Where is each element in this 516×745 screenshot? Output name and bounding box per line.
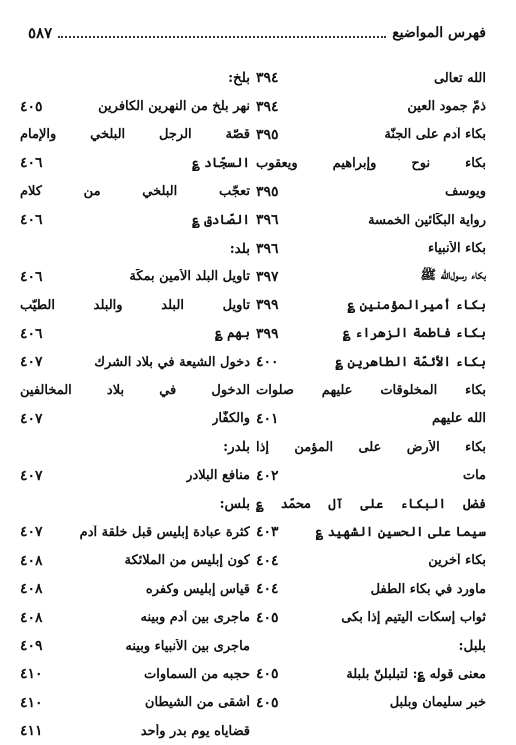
index-entry <box>20 206 250 234</box>
entry-text: رواية البكّائين الخمسة <box>368 212 486 228</box>
index-entry <box>20 348 250 376</box>
index-entry <box>256 575 486 603</box>
entry-text: حجبه من السماوات <box>143 666 250 682</box>
index-entry <box>20 263 250 291</box>
entry-page-number: ٤٠٨ <box>20 552 43 569</box>
index-heading <box>20 433 250 461</box>
index-entry <box>20 92 250 120</box>
entry-text: ثواب إسكات اليتيم إذا بكى <box>341 610 486 626</box>
entry-page-number: ٣٩٩ <box>256 297 279 314</box>
entry-page-number: ٤٠٤ <box>256 581 279 598</box>
entry-page-number: ٤٠٧ <box>20 467 43 484</box>
entry-text: الله عليهم <box>432 411 486 427</box>
index-column-right <box>256 64 486 717</box>
index-entry <box>20 320 250 348</box>
entry-text: تعجّب البلخي من كلام <box>20 184 250 200</box>
entry-page-number: ٣٩٥ <box>256 126 279 143</box>
index-entry <box>256 461 486 489</box>
entry-page-number: ٤٠٧ <box>20 354 43 371</box>
index-entry <box>20 689 250 717</box>
index-heading <box>20 490 250 518</box>
entry-page-number: ٣٩٧ <box>256 268 279 285</box>
entry-text: بكاء آخرين <box>428 553 486 569</box>
entry-text: بكاء الأرض على المؤمن إذا <box>256 439 486 455</box>
entry-page-number: ٤١٠ <box>20 694 43 711</box>
entry-page-number: ٤٠٥ <box>256 666 279 683</box>
entry-text: منافع البلادر <box>186 468 250 484</box>
index-entry <box>256 518 486 546</box>
entry-text: بكاء رسول‌الله ﷺ <box>420 268 486 284</box>
index-heading <box>256 632 486 660</box>
entry-page-number: ٣٩٥ <box>256 183 279 200</box>
entry-text: بلد: <box>229 240 250 257</box>
entry-text: بكاء فاطمة الزهراء ؏ <box>342 326 486 342</box>
entry-text: ماورد في بكاء الطفل <box>370 581 486 597</box>
entry-text: دخول الشيعة في بلاد الشرك <box>94 354 250 370</box>
entry-text: والكفّار <box>212 411 250 427</box>
index-entry <box>20 178 250 206</box>
index-entry <box>256 689 486 717</box>
entry-page-number: ٤٠٢ <box>256 467 279 484</box>
index-entry <box>20 461 250 489</box>
index-entry <box>20 717 250 745</box>
entry-page-number: ٤٠٦ <box>20 268 43 285</box>
entry-page-number: ٤٠٧ <box>20 524 43 541</box>
entry-text: بكاء نوح وإبراهيم ويعقوب <box>256 155 486 171</box>
entry-page-number: ٤٠٥ <box>256 694 279 711</box>
entry-text: تأويل البلد الأمين بمكّة <box>129 269 250 285</box>
index-entry <box>20 575 250 603</box>
index-entry <box>256 263 486 291</box>
index-entry <box>256 433 486 461</box>
entry-page-number: ٤٠٣ <box>256 524 279 541</box>
index-heading <box>20 234 250 262</box>
entry-text: قياس إبليس وكفره <box>145 581 250 597</box>
index-column-left <box>20 64 250 745</box>
index-entry <box>256 405 486 433</box>
index-heading <box>20 64 250 92</box>
index-entry <box>20 121 250 149</box>
index-entry <box>256 92 486 120</box>
entry-text: الله تعالى <box>433 70 486 86</box>
entry-text: أشقى من الشيطان <box>144 695 250 711</box>
entry-page-number: ٣٩٩ <box>256 325 279 342</box>
entry-text: خبر سليمان وبلبل <box>389 695 486 711</box>
leader-dots <box>58 28 386 38</box>
entry-text: الصّادق ؏ <box>192 212 250 228</box>
index-entry <box>256 660 486 688</box>
index-entry <box>20 547 250 575</box>
index-entry <box>256 603 486 631</box>
entry-text: كون إبليس من الملائكة <box>124 553 250 569</box>
entry-text: بكاء الأنبياء <box>428 241 486 257</box>
entry-text: الدخول في بلاد المخالفين <box>20 382 250 398</box>
entry-text: بكاء آدم على الجنّة <box>384 127 486 143</box>
index-entry <box>20 660 250 688</box>
entry-page-number: ٤٠٠ <box>256 354 279 371</box>
index-entry <box>256 490 486 518</box>
entry-page-number: ٤٠٥ <box>20 98 43 115</box>
index-entry <box>20 518 250 546</box>
index-entry <box>256 64 486 92</box>
entry-text: معنى قوله ؏: لتبلبلنّ بلبلة <box>346 666 486 682</box>
entry-text: تأويل البلد والبلد الطيّب <box>20 297 250 313</box>
entry-text: بلخ: <box>228 70 250 87</box>
index-entry <box>20 291 250 319</box>
page-number: ٥٨٧ <box>28 24 53 42</box>
entry-text: بلدر: <box>223 439 250 456</box>
entry-text: فضل البكاء على آل محمّد ؏ <box>256 496 486 512</box>
index-entry <box>256 121 486 149</box>
entry-page-number: ٤٠٤ <box>256 552 279 569</box>
entry-text: بكاء الأئمّة الطاهرين ؏ <box>335 354 486 370</box>
entry-text: ماجرى بين الأنبياء وبينه <box>125 638 250 654</box>
index-entry <box>256 234 486 262</box>
entry-text: قصّة الرجل البلخي والإمام <box>20 127 250 143</box>
index-entry <box>256 206 486 234</box>
page-header <box>28 22 486 44</box>
entry-text: نهر بلخ من النهرين الكافرين <box>98 99 250 115</box>
index-entry <box>20 376 250 404</box>
entry-page-number: ٤٠٧ <box>20 410 43 427</box>
running-title: فهرس المواضيع <box>392 25 486 41</box>
entry-page-number: ٣٩٦ <box>256 240 279 257</box>
index-entry <box>20 603 250 631</box>
entry-text: السجّاد ؏ <box>192 155 250 171</box>
entry-text: ماجرى بين آدم وبينه <box>140 610 250 626</box>
entry-page-number: ٤٠٩ <box>20 638 43 654</box>
entry-text: بكاء المخلوقات عليهم صلوات <box>256 382 486 398</box>
entry-text: ذمّ جمود العين <box>407 99 486 115</box>
index-entry <box>256 149 486 177</box>
entry-text: قضاياه يوم بدر وأُحد <box>140 723 250 739</box>
entry-page-number: ٤٠٨ <box>20 581 43 598</box>
index-entry <box>20 405 250 433</box>
entry-text: بكاء أميرالمؤمنين ؏ <box>347 297 486 313</box>
entry-text: كثرة عبادة إبليس قبل خلقة آدم <box>79 524 250 540</box>
index-entry <box>20 632 250 660</box>
index-entry <box>256 348 486 376</box>
entry-page-number: ٣٩٦ <box>256 212 279 229</box>
entry-page-number: ٤١٠ <box>20 666 43 683</box>
index-entry <box>256 547 486 575</box>
entry-page-number: ٤١١ <box>20 723 43 740</box>
entry-text: سيما على الحسين الشهيد ؏ <box>315 524 486 540</box>
entry-text: مات <box>462 468 486 484</box>
entry-page-number: ٣٩٤ <box>256 70 279 87</box>
entry-text: بلس: <box>219 496 250 513</box>
entry-page-number: ٤٠٦ <box>20 325 43 342</box>
entry-page-number: ٤٠٦ <box>20 212 43 229</box>
entry-page-number: ٣٩٤ <box>256 98 279 115</box>
index-entry <box>256 376 486 404</box>
entry-page-number: ٤٠١ <box>256 410 279 427</box>
index-entry <box>256 178 486 206</box>
entry-text: بلبل: <box>458 638 486 654</box>
entry-text: بهم ؏ <box>215 326 250 342</box>
index-entry <box>20 149 250 177</box>
entry-page-number: ٤٠٦ <box>20 155 43 172</box>
entry-text: ويوسف <box>445 184 486 200</box>
index-entry <box>256 320 486 348</box>
entry-page-number: ٤٠٨ <box>20 609 43 626</box>
entry-page-number: ٤٠٥ <box>256 609 279 626</box>
index-entry <box>256 291 486 319</box>
